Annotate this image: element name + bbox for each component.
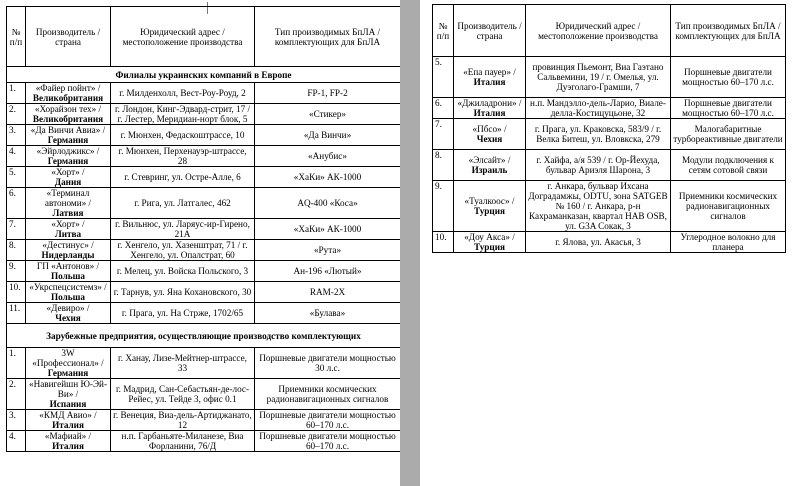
product-type-cell: Ан-196 «Лютый»: [255, 261, 401, 282]
row-number: 7.: [7, 219, 26, 240]
table-row: [7, 379, 401, 410]
manufacturer-cell: [26, 261, 111, 282]
header-type: Тип производимых БпЛА / комплектующих для БпЛА: [671, 5, 786, 57]
product-type-cell: Поршневые двигатели мощностью 60–170 л.с.: [255, 410, 401, 431]
product-type-cell: Углеродное волокно для планера: [671, 232, 786, 253]
table-row: [433, 150, 786, 181]
table-row: [7, 146, 401, 167]
section-foreign-enterprises: Зарубежные предприятия, осуществляющие производство комплектующих: [7, 324, 401, 348]
table-row: [433, 232, 786, 253]
row-number: 1.: [7, 83, 26, 104]
manufacturer-cell: [26, 282, 111, 303]
product-type-cell: Поршневые двигатели мощностью 60–170 л.с.: [671, 57, 786, 98]
product-type-cell: «ХаКи» АК-1000: [255, 219, 401, 240]
header-manufacturer: Производитель / страна: [26, 7, 111, 67]
row-number: 10.: [433, 232, 454, 253]
manufacturer-country: Германия: [47, 135, 89, 145]
manufacturer-name: 3W «Профессионал» /: [32, 348, 104, 368]
manufacturer-name: «Файер пойнт» /: [35, 83, 101, 93]
manufacturer-name: «Мафиай» /: [44, 431, 92, 441]
manufacturer-country: Испания: [49, 399, 87, 409]
header-num: № п/п: [7, 7, 26, 67]
table-row: [7, 261, 401, 282]
header-address: Юридический адрес / местоположение производства: [526, 5, 671, 57]
manufacturer-country: Германия: [47, 368, 89, 378]
manufacturer-country: Турция: [474, 206, 505, 216]
manufacturer-name: «Хорт» /: [51, 167, 85, 177]
manufacturer-cell: [454, 98, 526, 119]
address-cell: г. Хенгело, ул. Хазенштрат, 71 / г. Хенгело, ул. Опалстрат, 60: [111, 240, 255, 261]
manufacturer-cell: [454, 119, 526, 150]
address-cell: г. Венеция, Виа-дель-Артиджанато, 12: [111, 410, 255, 431]
address-cell: г. Мюнхен, Перхенауэр-штрассе, 28: [111, 146, 255, 167]
table-row: [7, 410, 401, 431]
manufacturer-name: «Да Винчи Авиа» /: [30, 125, 106, 135]
address-cell: г. Тарнув, ул. Яна Кохановского, 30: [111, 282, 255, 303]
product-type-cell: Модули подключения к сетям сотовой связи: [671, 150, 786, 181]
table-row: [7, 104, 401, 125]
address-cell: н.п. Мандэлло-дель-Ларио, Виале-делла-Костицуцьоне, 32: [526, 98, 671, 119]
manufacturer-name: «Джиладрони» /: [457, 98, 522, 108]
manufacturer-name: «Навигейшн Ю-Эй-Ви» /: [28, 379, 108, 399]
manufacturers-table: [6, 6, 400, 452]
manufacturer-name: «Туалкоос» /: [464, 196, 515, 206]
manufacturer-country: Италия: [52, 420, 84, 430]
manufacturer-cell: [26, 104, 111, 125]
address-cell: г. Стевринг, ул. Остре-Алле, 6: [111, 167, 255, 188]
product-type-cell: «Рута»: [255, 240, 401, 261]
manufacturer-name: «Терминал автономи» /: [44, 188, 92, 208]
table-row: [7, 219, 401, 240]
table-row: [7, 188, 401, 219]
manufacturer-name: ГП «Антонов» /: [36, 261, 100, 271]
manufacturer-name: «Хорт» /: [51, 219, 85, 229]
manufacturer-country: Чехия: [55, 313, 81, 323]
manufacturer-country: Италия: [52, 441, 84, 451]
manufacturer-country: Латвия: [52, 208, 84, 218]
table-row: [7, 282, 401, 303]
manufacturer-country: Великобритания: [32, 114, 104, 124]
address-cell: г. Лондон, Кинг-Эдвард-стрит, 17 / г. Лестер, Меридиан-норт блок, 5: [111, 104, 255, 125]
table-row: [433, 98, 786, 119]
address-cell: г. Прага, ул. Краковска, 583/9 / г. Велка Битеш, ул. Вловкска, 279: [526, 119, 671, 150]
header-manufacturer: Производитель / страна: [454, 5, 526, 57]
table-row: [7, 83, 401, 104]
table-row: [7, 348, 401, 379]
row-number: 8.: [433, 150, 454, 181]
table-row: [7, 240, 401, 261]
product-type-cell: «Да Винчи»: [255, 125, 401, 146]
manufacturer-country: Германия: [47, 156, 89, 166]
address-cell: г. Ханау, Лизе-Мейтнер-штрассе, 33: [111, 348, 255, 379]
manufacturer-name: «Хорайзон тех» /: [34, 104, 102, 114]
address-cell: г. Хайфа, а/я 539 / г. Ор-Йехуда, бульвар Ариэля Шарона, 3: [526, 150, 671, 181]
row-number: 3.: [7, 125, 26, 146]
row-number: 7.: [433, 119, 454, 150]
address-cell: г. Милденхолл, Вест-Роу-Роуд, 2: [111, 83, 255, 104]
row-number: 9.: [7, 261, 26, 282]
address-cell: г. Ялова, ул. Акасья, 3: [526, 232, 671, 253]
manufacturer-cell: [26, 167, 111, 188]
manufacturer-country: Польша: [51, 271, 85, 281]
row-number: 4.: [7, 146, 26, 167]
row-number: 1.: [7, 348, 26, 379]
address-cell: г. Мюнхен, Федаскоштрассе, 10: [111, 125, 255, 146]
row-number: 2.: [7, 104, 26, 125]
manufacturer-name: «Доу Акса» /: [464, 232, 515, 242]
manufacturer-country: Дания: [54, 177, 82, 187]
row-number: 5.: [433, 57, 454, 98]
manufacturer-name: «Девиро» /: [46, 303, 90, 313]
table-row: [7, 125, 401, 146]
row-number: 5.: [7, 167, 26, 188]
product-type-cell: Приемники космических радионавигационных сигналов: [255, 379, 401, 410]
product-type-cell: Поршневые двигатели мощностью 30 л.с.: [255, 348, 401, 379]
product-type-cell: «Анубис»: [255, 146, 401, 167]
manufacturer-cell: [454, 57, 526, 98]
product-type-cell: «Стикер»: [255, 104, 401, 125]
row-number: 8.: [7, 240, 26, 261]
product-type-cell: «Булава»: [255, 303, 401, 324]
manufacturer-cell: [454, 232, 526, 253]
manufacturer-cell: [26, 303, 111, 324]
manufacturer-cell: [454, 150, 526, 181]
address-cell: г. Мадрид, Сан-Себастьян-де-лос-Рейес, ул. Тейде 3, офис 0.1: [111, 379, 255, 410]
manufacturer-cell: [454, 181, 526, 232]
manufacturers-table-continued: [432, 4, 786, 253]
product-type-cell: Приемники космических радионавигационных сигналов: [671, 181, 786, 232]
manufacturer-country: Польша: [51, 292, 85, 302]
product-type-cell: Малогабаритные турбореактивные двигатели: [671, 119, 786, 150]
manufacturer-country: Турция: [474, 242, 505, 252]
address-cell: г. Вильнюс, ул. Ларяус-ир-Гирено, 21А: [111, 219, 255, 240]
product-type-cell: FP-1, FP-2: [255, 83, 401, 104]
address-cell: г. Рига, ул. Латгалес, 462: [111, 188, 255, 219]
table-row: [433, 57, 786, 98]
manufacturer-cell: [26, 410, 111, 431]
manufacturer-country: Нидерланды: [41, 250, 95, 260]
manufacturer-cell: [26, 188, 111, 219]
document-page-right: [420, 0, 800, 486]
header-type: Тип производимых БпЛА / комплектующих для БпЛА: [255, 7, 401, 67]
header-address: Юридический адрес / местоположение производства: [111, 7, 255, 67]
manufacturer-cell: [26, 240, 111, 261]
manufacturer-country: Литва: [54, 229, 82, 239]
table-row: [433, 119, 786, 150]
product-type-cell: Поршневые двигатели мощностью 60–170 л.с.: [255, 431, 401, 452]
product-type-cell: RAM-2X: [255, 282, 401, 303]
row-number: 2.: [7, 379, 26, 410]
manufacturer-name: «Дестинус» /: [42, 240, 94, 250]
manufacturer-country: Чехия: [476, 134, 503, 144]
manufacturer-name: «КМД Авио» /: [39, 410, 97, 420]
product-type-cell: Поршневые двигатели мощностью 60–170 л.с.: [671, 98, 786, 119]
manufacturer-country: Италия: [473, 77, 506, 87]
manufacturer-name: «Элсайт» /: [468, 155, 511, 165]
manufacturer-country: Великобритания: [32, 93, 104, 103]
row-number: 9.: [433, 181, 454, 232]
manufacturer-cell: [26, 125, 111, 146]
manufacturer-cell: [26, 219, 111, 240]
header-num: № п/п: [433, 5, 454, 57]
address-cell: г. Прага, ул. На Стрже, 1702/65: [111, 303, 255, 324]
row-number: 3.: [7, 410, 26, 431]
table-row: [7, 167, 401, 188]
address-cell: г. Анкара, бульвар Ихсана Доградамжы, ODTU, зона SATGEB № 160 / г. Анкара, р-н Кахраманказан, квартал НАВ OSB, ул. G3A Сокак, 3: [526, 181, 671, 232]
address-cell: провинция Пьемонт, Виа Гаэтано Сальвемини, 19 / г. Омелья, ул. Дуэголаго-Грамши, 7: [526, 57, 671, 98]
table-row: [7, 303, 401, 324]
table-row: [7, 431, 401, 452]
row-number: 10.: [7, 282, 26, 303]
address-cell: г. Мелец, ул. Войска Польского, 3: [111, 261, 255, 282]
row-number: 11.: [7, 303, 26, 324]
manufacturer-name: «Эйрлоджикс» /: [36, 146, 100, 156]
row-number: 6.: [7, 188, 26, 219]
product-type-cell: «ХаКи» АК-1000: [255, 167, 401, 188]
manufacturer-cell: [26, 431, 111, 452]
address-cell: н.п. Гарбаньяте-Миланезе, Виа Форланини, 76/Д: [111, 431, 255, 452]
manufacturer-cell: [26, 379, 111, 410]
manufacturer-name: «Епа пауер» /: [463, 67, 516, 77]
manufacturer-cell: [26, 348, 111, 379]
product-type-cell: АQ-400 «Коса»: [255, 188, 401, 219]
table-row: [433, 181, 786, 232]
manufacturer-name: «Пбсо» /: [472, 124, 507, 134]
page-gap: [400, 0, 420, 486]
row-number: 6.: [433, 98, 454, 119]
row-number: 4.: [7, 431, 26, 452]
section-ukrainian-branches: Филиалы украинских компаний в Европе: [7, 67, 401, 83]
manufacturer-cell: [26, 83, 111, 104]
manufacturer-country: Израиль: [471, 165, 508, 175]
manufacturer-name: «Укрспецсистемз» /: [29, 282, 107, 292]
manufacturer-country: Италия: [473, 108, 506, 118]
manufacturer-cell: [26, 146, 111, 167]
